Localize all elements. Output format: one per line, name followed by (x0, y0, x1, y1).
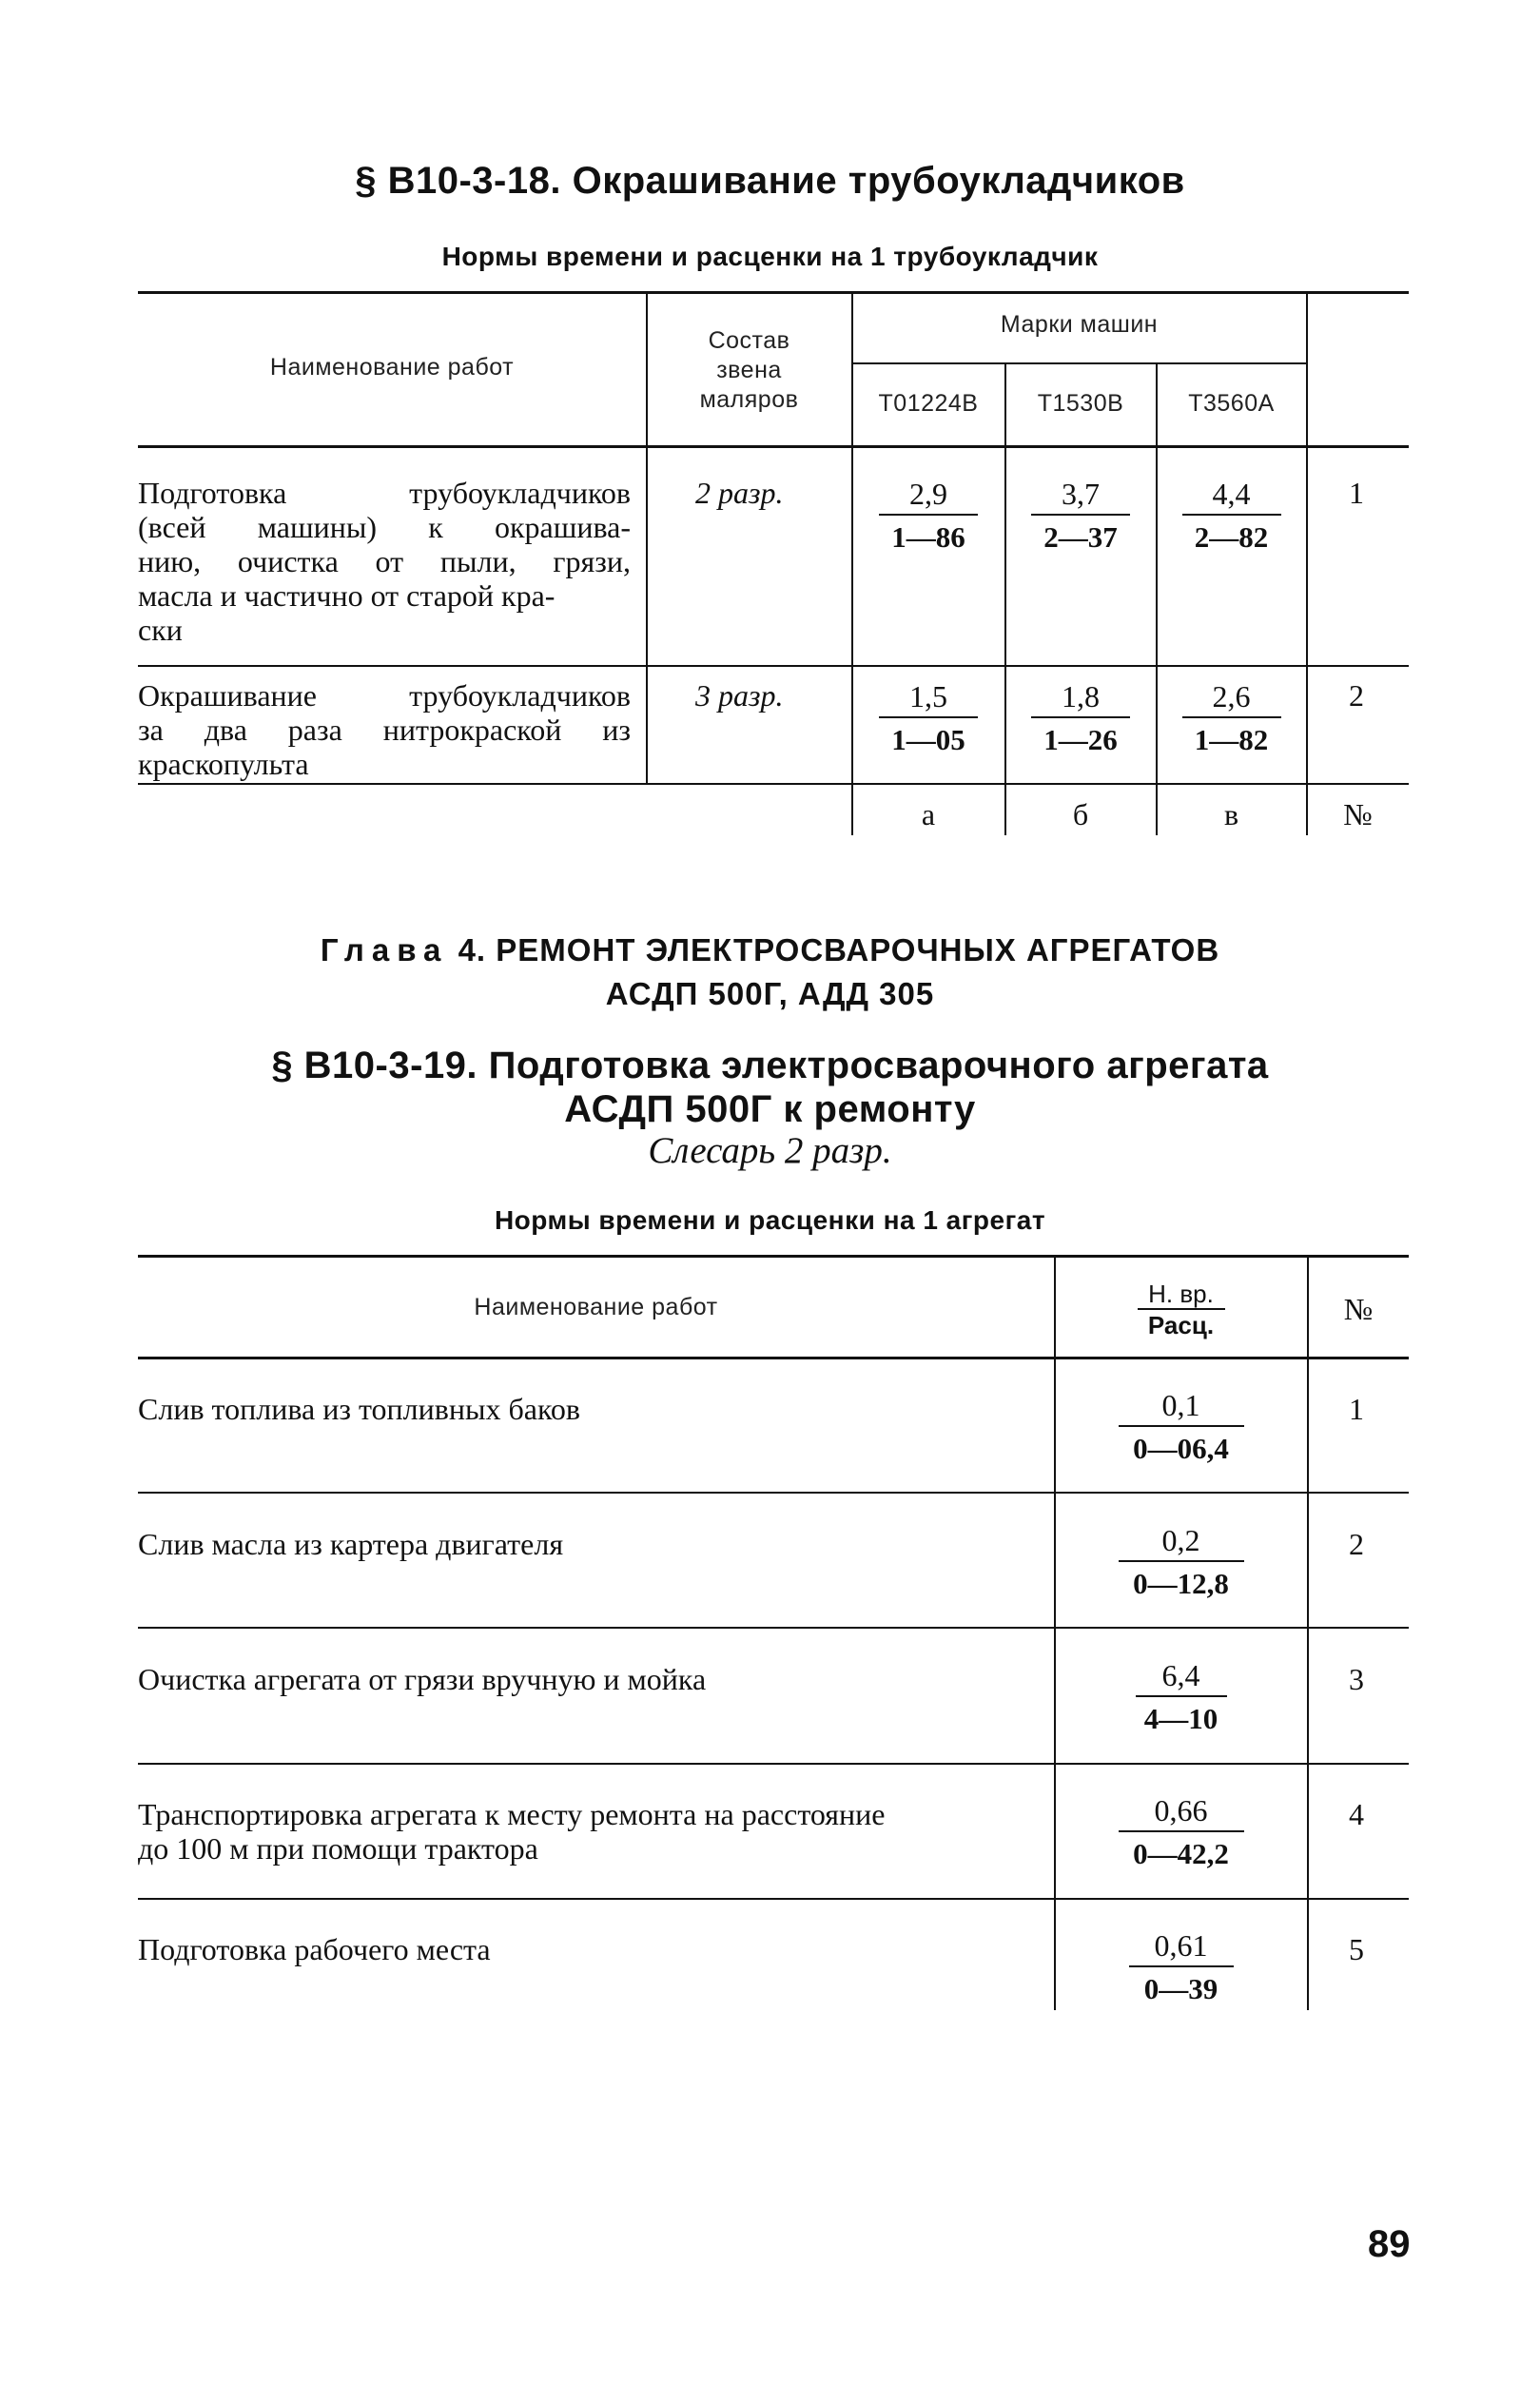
rate-value: 0—39 (1143, 1972, 1218, 2005)
fraction-bar (1138, 1308, 1225, 1310)
table-2-row-3-description: Очистка агрегата от грязи вручную и мойка (138, 1662, 707, 1696)
table-2-row-1-number: 1 (1349, 1392, 1364, 1426)
chapter-heading-line-1 (0, 928, 1540, 972)
table-2-col-name-header: Наименование работ (474, 1294, 718, 1320)
table-1-footer-b: б (1072, 797, 1089, 831)
table-1-vline (1306, 293, 1308, 835)
table-1-header-rule (138, 445, 1409, 448)
table-1-row-1-value-b (1005, 476, 1156, 556)
table-2-top-rule (138, 1255, 1409, 1258)
section-2-title (0, 1044, 1540, 1131)
table-1-top-rule (138, 291, 1409, 294)
rate-value: 2—37 (1043, 520, 1118, 554)
description-line: Транспортировка агрегата к месту ремонта на расстояние (138, 1797, 886, 1831)
fraction-bar (1119, 1425, 1244, 1427)
norm-value: 1,8 (1062, 679, 1100, 713)
norm-value: 0,2 (1161, 1523, 1200, 1557)
rate-value: 2—82 (1194, 520, 1269, 554)
fraction-bar (1031, 716, 1130, 718)
chapter-title: 4. РЕМОНТ ЭЛЕКТРОСВАРОЧНЫХ АГРЕГАТОВ (448, 932, 1220, 967)
rate-header: Расц. (1147, 1311, 1215, 1339)
norm-value: 0,66 (1154, 1793, 1208, 1827)
table-2-row-5-number: 5 (1349, 1932, 1364, 1966)
fraction-bar (1119, 1560, 1244, 1562)
page-number: 89 (1368, 2223, 1411, 2265)
rate-value: 1—05 (891, 723, 965, 756)
fraction-bar (1136, 1695, 1227, 1697)
table-2-row-5-value (1055, 1927, 1307, 2007)
table-1-row-1-crew: 2 разр. (695, 476, 784, 510)
description-line: (всей машины) к окрашива- (138, 510, 631, 544)
description-line: ски (138, 613, 183, 647)
norm-header: Н. вр. (1148, 1280, 1214, 1308)
table-2-row-rule (138, 1898, 1409, 1900)
norm-value: 0,61 (1154, 1928, 1208, 1963)
table-2-row-4-description (138, 1797, 1042, 1866)
table-2-row-3-number: 3 (1349, 1662, 1364, 1696)
table-1-row-1-description (138, 476, 631, 647)
norm-value: 4,4 (1212, 477, 1251, 511)
norm-value: 0,1 (1161, 1388, 1200, 1422)
description-line: масла и частично от старой кра- (138, 578, 556, 613)
table-2-vline (1307, 1257, 1309, 2010)
table-1-row-2-value-b (1005, 678, 1156, 758)
norm-value: 2,9 (909, 477, 947, 511)
table-1-row-2-number: 2 (1349, 678, 1364, 713)
fraction-bar (1031, 514, 1130, 516)
table-2-row-4-number: 4 (1349, 1797, 1364, 1831)
table-2-row-rule (138, 1492, 1409, 1494)
table-1-row-1-value-c (1157, 476, 1306, 556)
table-1-row-2-crew: 3 разр. (695, 678, 784, 713)
rate-value: 0—12,8 (1133, 1567, 1229, 1600)
section-2-title-line: АСДП 500Г к ремонту (564, 1088, 976, 1130)
table-1-row-rule (138, 665, 1409, 667)
table-2-col-norm-header (1055, 1280, 1307, 1339)
rate-value: 4—10 (1143, 1702, 1218, 1735)
table-1-footer-no: № (1343, 797, 1373, 831)
table-1-col-name-header: Наименование работ (269, 354, 515, 381)
table-1-row-2-description (138, 678, 631, 781)
table-1-col-brands-header: Марки машин (1000, 311, 1159, 338)
crew-header-line: Состав (708, 327, 790, 354)
section-1-title: § В10-3-18. Окрашивание трубоукладчиков (355, 160, 1185, 202)
table-1-row-1-number: 1 (1349, 476, 1364, 510)
crew-header-line: звена (716, 357, 782, 383)
table-2-row-5-description: Подготовка рабочего места (138, 1932, 491, 1966)
table-2-vline (1054, 1257, 1056, 2010)
fraction-bar (1129, 1965, 1234, 1967)
fraction-bar (1119, 1830, 1244, 1832)
description-line: нию, очистка от пыли, грязи, (138, 544, 631, 578)
brand-header: Т01224В (878, 390, 979, 417)
rate-value: 0—06,4 (1133, 1432, 1229, 1465)
table-2-row-rule (138, 1763, 1409, 1765)
description-line: за два раза нитрокраской из (138, 713, 631, 747)
table-1-brands-rule (852, 362, 1307, 364)
table-1-footer-c: в (1223, 797, 1239, 831)
norm-value: 6,4 (1161, 1658, 1200, 1692)
table-2-row-2-description: Слив масла из картера двигателя (138, 1527, 564, 1561)
fraction-bar (879, 716, 978, 718)
table-2-row-2-value (1055, 1522, 1307, 1602)
brand-header: Т3560А (1188, 390, 1275, 417)
norm-value: 2,6 (1212, 679, 1251, 713)
table-2-row-2-number: 2 (1349, 1527, 1364, 1561)
chapter-prefix: Глава (320, 932, 449, 967)
rate-value: 0—42,2 (1133, 1837, 1229, 1870)
description-line: Подготовка трубоукладчиков (138, 476, 631, 510)
chapter-heading (0, 928, 1540, 1016)
chapter-heading-line-2: АСДП 500Г, АДД 305 (605, 976, 935, 1011)
table-1-row-2-value-a (852, 678, 1004, 758)
fraction-bar (1182, 514, 1281, 516)
norm-value: 3,7 (1062, 477, 1100, 511)
section-2-worker: Слесарь 2 разр. (648, 1130, 892, 1171)
table-1-bottom-rule (138, 783, 1409, 785)
table-2-row-1-description: Слив топлива из топливных баков (138, 1392, 581, 1426)
table-1-row-2-value-c (1157, 678, 1306, 758)
table-2-header-rule (138, 1357, 1409, 1359)
crew-header-line: маляров (699, 386, 799, 413)
table-1-row-1-value-a (852, 476, 1004, 556)
table-1-vline (1004, 364, 1006, 835)
table-2-col-no-header: № (1343, 1292, 1374, 1326)
norm-value: 1,5 (909, 679, 947, 713)
table-2-row-4-value (1055, 1792, 1307, 1872)
rate-value: 1—86 (891, 520, 965, 554)
table-1-footer-a: а (921, 797, 936, 831)
section-2-subtitle: Нормы времени и расценки на 1 агрегат (494, 1205, 1046, 1235)
rate-value: 1—82 (1194, 723, 1269, 756)
table-2-row-rule (138, 1627, 1409, 1629)
fraction-bar (1182, 716, 1281, 718)
description-line: до 100 м при помощи трактора (138, 1831, 538, 1866)
table-1-col-crew-header (647, 326, 851, 415)
description-line: краскопульта (138, 747, 309, 781)
section-2-title-line: § В10-3-19. Подготовка электросварочного агрегата (271, 1045, 1269, 1086)
section-1-subtitle: Нормы времени и расценки на 1 трубоукладчик (441, 242, 1099, 271)
rate-value: 1—26 (1043, 723, 1118, 756)
description-line: Окрашивание трубоукладчиков (138, 678, 631, 713)
table-2-row-3-value (1055, 1657, 1307, 1737)
fraction-bar (879, 514, 978, 516)
table-1-vline (1156, 364, 1158, 835)
brand-header: Т1530В (1037, 390, 1124, 417)
table-2-row-1-value (1055, 1387, 1307, 1467)
